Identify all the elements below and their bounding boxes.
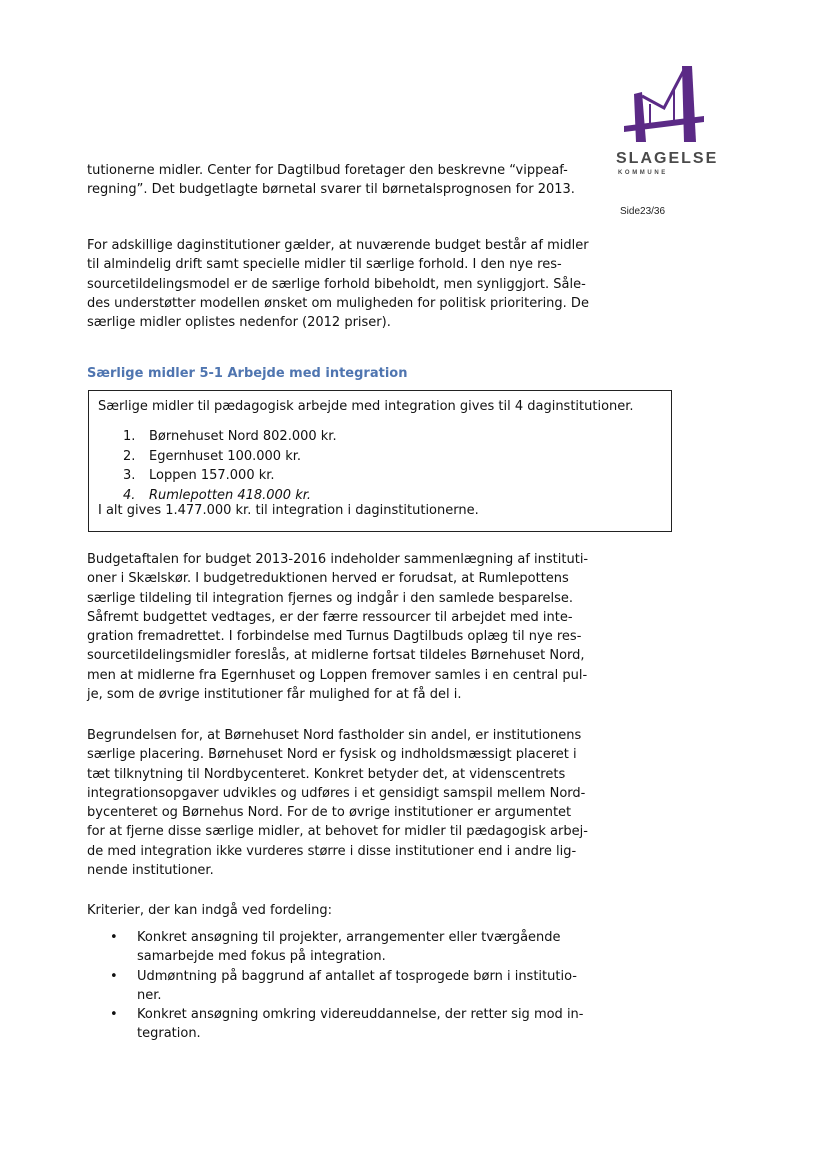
list-item: 2. Egernhuset 100.000 kr. xyxy=(123,448,302,464)
text-line: je, som de øvrige institutioner får mulighed for at få del i. xyxy=(87,687,462,703)
text-line: sourcetildelingsmidler foreslås, at midlerne fortsat tildeles Børnehuset Nord, xyxy=(87,648,585,664)
text-line: de med integration ikke vurderes større i disse institutioner end i andre lig- xyxy=(87,843,577,859)
list-item: 1. Børnehuset Nord 802.000 kr. xyxy=(123,429,337,444)
text-line: Budgetaftalen for budget 2013-2016 indeholder sammenlægning af instituti- xyxy=(87,552,589,567)
box-total: I alt gives 1.477.000 kr. til integration i daginstitutionerne. xyxy=(98,503,479,518)
logo-name: SLAGELSE xyxy=(616,150,719,167)
paragraph-5 xyxy=(87,901,607,920)
text-line: for at fjerne disse særlige midler, at behovet for midler til pædagogisk arbej- xyxy=(87,824,588,840)
slagelse-logo xyxy=(612,64,719,180)
text-line: men at midlerne fra Egernhuset og Loppen fremover samles i en central pul- xyxy=(87,667,588,683)
text-line: Begrundelsen for, at Børnehuset Nord fastholder sin andel, er institutionens xyxy=(87,728,582,743)
text-line: nende institutioner. xyxy=(87,863,214,879)
paragraph-4 xyxy=(87,726,607,880)
text-line: gration fremadrettet. I forbindelse med Turnus Dagtilbuds oplæg til nye res- xyxy=(87,629,582,645)
list-item: 3. Loppen 157.000 kr. xyxy=(123,468,275,483)
text-line: oner i Skælskør. I budgetreduktionen herved er forudsat, at Rumlepottens xyxy=(87,571,569,587)
paragraph-2 xyxy=(87,236,607,332)
text-line: Kriterier, der kan indgå ved fordeling: xyxy=(87,903,333,918)
text-line: bycenteret og Børnehus Nord. For de to øvrige institutioner er argumentet xyxy=(87,805,572,821)
bridge-logo-icon xyxy=(620,64,704,148)
list-item: • Konkret ansøgning omkring videreuddannelse, der retter sig mod in- tegration. xyxy=(110,1007,584,1042)
paragraph-3 xyxy=(87,550,607,704)
text-line: til almindelig drift samt specielle midler til særlige forhold. I den nye res- xyxy=(87,257,562,273)
box-intro: Særlige midler til pædagogisk arbejde med integration gives til 4 daginstitutioner. xyxy=(98,399,634,414)
text-line: særlige tildeling til integration fjernes og indgår i den samlede besparelse. xyxy=(87,590,574,606)
text-line: sourcetildelingsmodel er de særlige forhold bibeholdt, men synliggjort. Såle- xyxy=(87,276,586,292)
logo-subtitle: KOMMUNE xyxy=(618,170,668,176)
text-line: Såfremt budgettet vedtages, er der færre ressourcer til arbejdet med inte- xyxy=(87,609,573,625)
section-heading: Særlige midler 5-1 Arbejde med integration xyxy=(87,366,408,381)
text-line: For adskillige daginstitutioner gælder, at nuværende budget består af midler xyxy=(87,238,589,253)
list-item: 4. Rumlepotten 418.000 kr. xyxy=(123,487,312,503)
bullet-icon: • xyxy=(110,930,118,945)
institution-list xyxy=(123,427,337,505)
text-line: tutionerne midler. Center for Dagtilbud foretager den beskrevne “vippeaf- xyxy=(87,163,568,178)
bullet-icon: • xyxy=(110,1007,118,1023)
text-line: des understøtter modellen ønsket om muligheden for politisk prioritering. De xyxy=(87,295,589,311)
text-line: integrationsopgaver udvikles og udføres i et gensidigt samspil mellem Nord- xyxy=(87,785,586,801)
bullet-icon: • xyxy=(110,968,118,984)
text-line: tæt tilknytning til Nordbycenteret. Konkret betyder det, at videnscentrets xyxy=(87,766,566,782)
list-item: • Udmøntning på baggrund af antallet af tosprogede børn i institutio- ner. xyxy=(110,968,577,1003)
text-line: særlige placering. Børnehuset Nord er fysisk og indholdsmæssigt placeret i xyxy=(87,747,577,763)
integration-funds-box xyxy=(88,390,672,532)
paragraph-1 xyxy=(87,161,607,200)
list-item: • Konkret ansøgning til projekter, arrangementer eller tværgående samarbejde med fokus på integration. xyxy=(110,930,561,965)
page-number: Side23/36 xyxy=(620,206,666,217)
criteria-list xyxy=(110,928,610,1044)
text-line: særlige midler oplistes nedenfor (2012 priser). xyxy=(87,315,391,331)
text-line: regning”. Det budgetlagte børnetal svarer til børnetalsprognosen for 2013. xyxy=(87,182,575,198)
